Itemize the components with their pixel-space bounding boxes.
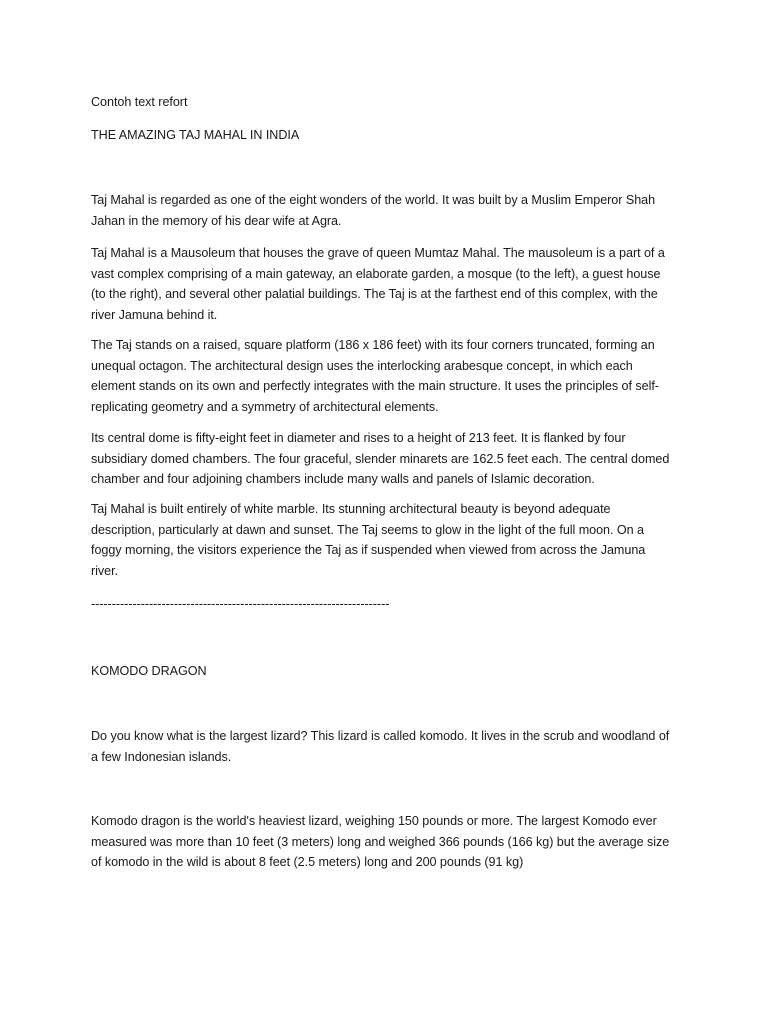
text-line: unequal octagon. The architectural design uses the interlocking arabesque concept, in which each (91, 358, 633, 373)
taj-paragraph-5 (91, 499, 683, 581)
taj-section-title: THE AMAZING TAJ MAHAL IN INDIA (91, 128, 300, 142)
taj-paragraph-4 (91, 428, 683, 490)
text-line: subsidiary domed chambers. The four graceful, slender minarets are 162.5 feet each. The central domed (91, 451, 670, 466)
text-line: element stands on its own and perfectly integrates with the main structure. It uses the principles of self- (91, 379, 659, 393)
text-line: river Jamuna behind it. (91, 307, 218, 322)
taj-paragraph-3 (91, 335, 683, 417)
section-separator: ------------------------------------------------------------------------ (91, 597, 390, 611)
komodo-section-title: KOMODO DRAGON (91, 664, 207, 678)
text-line: description, particularly at dawn and sunset. The Taj seems to glow in the light of the full moon. On a (91, 522, 645, 537)
text-line: measured was more than 10 feet (3 meters) long and weighed 366 pounds (166 kg) but the average size (91, 834, 670, 849)
document-heading: Contoh text refort (91, 95, 188, 109)
text-line: (to the right), and several other palatial buildings. The Taj is at the farthest end of this complex, with the (91, 287, 658, 301)
text-line: Its central dome is fifty-eight feet in diameter and rises to a height of 213 feet. It is flanked by four (91, 431, 626, 445)
text-line: Do you know what is the largest lizard? This lizard is called komodo. It lives in the scrub and woodland of (91, 729, 670, 743)
taj-paragraph-1 (91, 190, 683, 231)
text-line: vast complex comprising of a main gateway, an elaborate garden, a mosque (to the left), a guest house (91, 266, 661, 281)
komodo-paragraph-2 (91, 811, 683, 873)
text-line: of komodo in the wild is about 8 feet (2.5 meters) long and 200 pounds (91 kg) (91, 855, 524, 869)
text-line: replicating geometry and a symmetry of architectural elements. (91, 399, 439, 414)
text-line: Taj Mahal is regarded as one of the eight wonders of the world. It was built by a Muslim Emperor Shah (91, 193, 656, 207)
text-line: Taj Mahal is a Mausoleum that houses the grave of queen Mumtaz Mahal. The mausoleum is a part of a (91, 246, 665, 260)
text-line: a few Indonesian islands. (91, 749, 232, 764)
text-line: Komodo dragon is the world's heaviest lizard, weighing 150 pounds or more. The largest Komodo ever (91, 814, 657, 828)
taj-paragraph-2 (91, 243, 683, 325)
text-line: foggy morning, the visitors experience the Taj as if suspended when viewed from across the Jamuna (91, 543, 646, 557)
text-line: river. (91, 563, 118, 578)
text-line: chamber and four adjoining chambers include many walls and panels of Islamic decoration. (91, 472, 595, 486)
text-line: Taj Mahal is built entirely of white marble. Its stunning architectural beauty is beyond adequate (91, 502, 611, 516)
text-line: Jahan in the memory of his dear wife at Agra. (91, 213, 342, 228)
text-line: The Taj stands on a raised, square platform (186 x 186 feet) with its four corners truncated, forming an (91, 338, 655, 352)
komodo-paragraph-1 (91, 726, 683, 767)
